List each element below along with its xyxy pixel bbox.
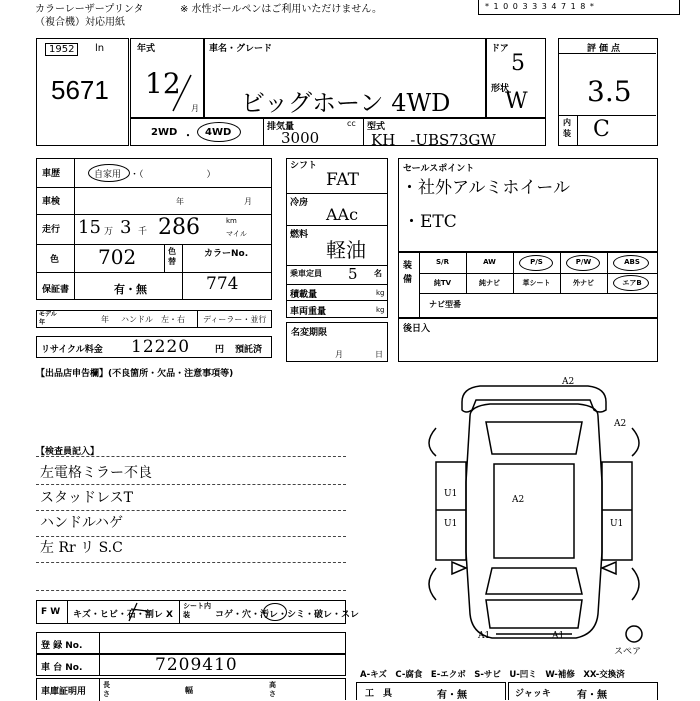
tools-box (356, 682, 506, 700)
pen-notice: ※ 水性ボールペンはご利用いただけません。 (180, 4, 382, 15)
mileage-man-unit: 万 (104, 227, 114, 237)
height-label: 高さ (269, 681, 276, 698)
equip-sunroof: S/R (436, 258, 449, 266)
model-year-label: モデル年 (39, 311, 57, 326)
drive-2wd: 2WD (151, 127, 178, 138)
mileage-label: 走行 (42, 225, 61, 235)
shift-value: FAT (326, 170, 360, 190)
equipment-label: 装備 (403, 261, 413, 285)
recycle-row (36, 336, 272, 358)
model-handle: ハンドル 左・右 (121, 315, 185, 324)
reg-expiry-box (286, 322, 388, 362)
later-input-label: 後日入 (403, 324, 431, 334)
car-name-value: ビッグホーン 4WD (241, 89, 451, 117)
mark-u1-left-rear: U1 (444, 519, 458, 529)
equipment-box (398, 252, 658, 318)
barcode-serial: * 1 0 0 3 3 3 4 7 1 8 * (485, 2, 595, 11)
model-value: KH -UBS73GW (371, 131, 496, 149)
car-diagram (400, 372, 670, 668)
color-label: 色 (50, 255, 60, 265)
left-side-shape (436, 462, 466, 560)
lot-small-number: 1952 (45, 43, 78, 56)
mileage-sen-unit: 千 (138, 227, 148, 237)
recycle-unit: 円 (215, 345, 225, 355)
fuel-value: 軽油 (326, 238, 366, 262)
printer-line1: カラーレーザープリンタ (35, 4, 144, 15)
tools-label: 工 具 (365, 689, 393, 699)
fuel-label: 燃料 (290, 230, 309, 240)
equip-nav-card: ナビ型番 (429, 300, 461, 309)
history-own: 自家用 (94, 170, 122, 180)
reg-no-row (36, 632, 346, 654)
score-label: 評価点 (587, 44, 624, 54)
inspector-label: 【検査員記入】 (36, 447, 100, 457)
inspector-line3: ハンドルハゲ (40, 515, 124, 531)
printer-line2: （複合機）対応用紙 (35, 17, 125, 28)
mark-u1-right: U1 (610, 519, 624, 529)
load-label: 積載量 (290, 290, 318, 300)
spare-tire-shape (626, 626, 642, 642)
equip-power-window: P/W (575, 258, 592, 266)
equip-aluminum-wheel: AW (483, 258, 496, 266)
mark-a1-front-right: A1 (552, 631, 565, 641)
year-box (130, 38, 204, 118)
drive-4wd: 4WD (205, 127, 232, 138)
shape-value: W (505, 89, 528, 114)
warranty-label: 保証書 (42, 285, 70, 295)
mark-a2-roof: A2 (512, 495, 525, 505)
sales-line1: ・社外アルミホイール (401, 178, 570, 198)
recycle-label: リサイクル料金 (41, 345, 103, 355)
door-label: ドア (491, 44, 509, 54)
history-label: 車歴 (42, 169, 61, 179)
fw-label: F W (41, 607, 61, 617)
equip-airbag: エアB (622, 279, 642, 287)
door-value: 5 (511, 51, 525, 76)
ac-label: 冷房 (290, 198, 309, 208)
color-code-label: カラーNo. (204, 249, 249, 259)
spare-label: スペア (614, 647, 642, 657)
displacement-unit: cc (347, 119, 356, 128)
mark-a1-front-left: A1 (478, 631, 491, 641)
capacity-unit: 名 (374, 269, 382, 278)
jack-label: ジャッキ (515, 689, 551, 699)
model-year-unit: 年 (101, 315, 109, 324)
rear-window-shape (486, 422, 582, 454)
chassis-row (36, 654, 346, 676)
sales-label: セールスポイント (403, 164, 475, 174)
weight-unit: kg (376, 306, 385, 314)
shift-label: シフト (290, 161, 318, 171)
car-name-label: 車名・グレード (209, 44, 273, 54)
right-side-shape (602, 462, 632, 560)
weight-label: 車両重量 (290, 307, 327, 317)
hood-shape (486, 600, 582, 628)
fw-seat-row (36, 600, 360, 624)
reg-no-label: 登 録 No. (41, 641, 83, 651)
mileage-unit-mile: マイル (226, 230, 247, 238)
score-box (558, 38, 658, 146)
fw-stone-mark (125, 601, 155, 623)
lot-small-suffix: ln (95, 43, 105, 54)
car-name-box (204, 38, 486, 118)
sales-point-box (398, 158, 658, 252)
width-label: 幅 (185, 686, 193, 695)
length-cert-label: 車庫証明用 (41, 687, 87, 697)
defect-legend: A-キズ C-腐食 E-エクボ S-サビ U-凹ミ W-補修 XX-交換済 (360, 670, 625, 680)
mark-a2-rear-right: A2 (614, 419, 627, 429)
color-code-value: 774 (206, 274, 239, 294)
model-label: 型式 (367, 122, 386, 132)
windshield-shape (486, 568, 582, 594)
drive-row: 2WD ・ 4WD 排気量 cc 3000 型式 KH -UBS73GW (130, 118, 546, 146)
left-rear-wheel (429, 428, 436, 456)
mark-u1-left-front: U1 (444, 489, 458, 499)
inspector-line1: 左電格ミラー不良 (40, 465, 152, 481)
right-mirror (602, 562, 616, 574)
equip-leather-seat: 革シート (522, 279, 551, 287)
equip-power-steering: P/S (530, 258, 543, 266)
mileage-sen: 3 (120, 217, 132, 238)
lot-number: 5671 (51, 75, 109, 105)
inspector-line2: スタッドレスT (40, 490, 133, 506)
chassis-label: 車 台 No. (41, 663, 83, 673)
left-mirror (452, 562, 466, 574)
year-label: 年式 (137, 44, 156, 54)
recycle-status: 預託済 (235, 345, 263, 355)
load-unit: kg (376, 289, 385, 297)
later-input-box (398, 318, 658, 362)
recycle-value: 12220 (131, 337, 191, 357)
fw-defects: キズ・ヒビ・石・割レ X (73, 610, 173, 620)
equip-abs: ABS (624, 258, 640, 266)
displacement-value: 3000 (281, 129, 320, 147)
shape-label: 形状 (491, 84, 510, 94)
mark-a2-spoiler: A2 (562, 377, 575, 387)
left-front-wheel (429, 568, 436, 600)
mileage-rest: 286 (158, 215, 200, 240)
inspection-year: 年 (176, 197, 184, 206)
length-cert-row (36, 678, 346, 700)
ac-value: AAc (326, 205, 359, 224)
chassis-value: 7209410 (155, 655, 238, 675)
right-front-wheel (632, 568, 639, 600)
lot-box (36, 38, 129, 146)
color-change-label: 色替 (168, 247, 176, 266)
color-value: 702 (98, 245, 137, 269)
roof-shape (494, 464, 574, 558)
interior-value: C (593, 117, 610, 142)
exhibitor-notes-label: 【出品店申告欄】(不良箇所・欠品・注意事項等) (36, 369, 234, 379)
inspector-line4: 左 Rr リ S.C (40, 540, 123, 556)
tools-value: 有・無 (437, 690, 467, 701)
model-year-row (36, 310, 272, 328)
reg-expiry-day: 日 (375, 350, 383, 359)
reg-expiry-label: 名変期限 (291, 328, 328, 338)
rear-bar-shape (462, 386, 606, 412)
equip-genuine-tv: 純TV (433, 279, 452, 287)
seat-label: シート内装 (183, 602, 211, 619)
year-month-label: 月 (191, 104, 199, 113)
model-dealer: ディーラー・並行 (203, 315, 267, 324)
seat-defects: コゲ・穴・汚レ・シミ・破レ・スレ (215, 610, 360, 620)
inspection-label: 車検 (42, 197, 61, 207)
equip-aftermarket-navi: 外ナビ (573, 279, 594, 287)
right-rear-wheel (632, 428, 639, 456)
year-value: 12 (145, 67, 181, 100)
barcode-box (478, 0, 680, 15)
mileage-unit-km: km (226, 217, 237, 225)
door-box (486, 38, 546, 118)
interior-label: 内装 (563, 118, 571, 138)
jack-box (508, 682, 658, 700)
length-label: 長さ (103, 681, 110, 698)
equip-genuine-navi: 純ナビ (479, 279, 500, 287)
inspection-month: 月 (244, 197, 252, 206)
capacity-label: 乗車定員 (290, 269, 322, 278)
warranty-value: 有・無 (114, 283, 147, 296)
jack-value: 有・無 (577, 690, 607, 701)
displacement-label: 排気量 (267, 122, 295, 132)
history-paren: ・（ ） (130, 170, 216, 180)
capacity-value: 5 (348, 265, 358, 283)
reg-expiry-month: 月 (335, 350, 343, 359)
mileage-man: 15 (78, 217, 101, 238)
score-value: 3.5 (587, 75, 632, 108)
sales-line2: ・ETC (403, 212, 457, 232)
